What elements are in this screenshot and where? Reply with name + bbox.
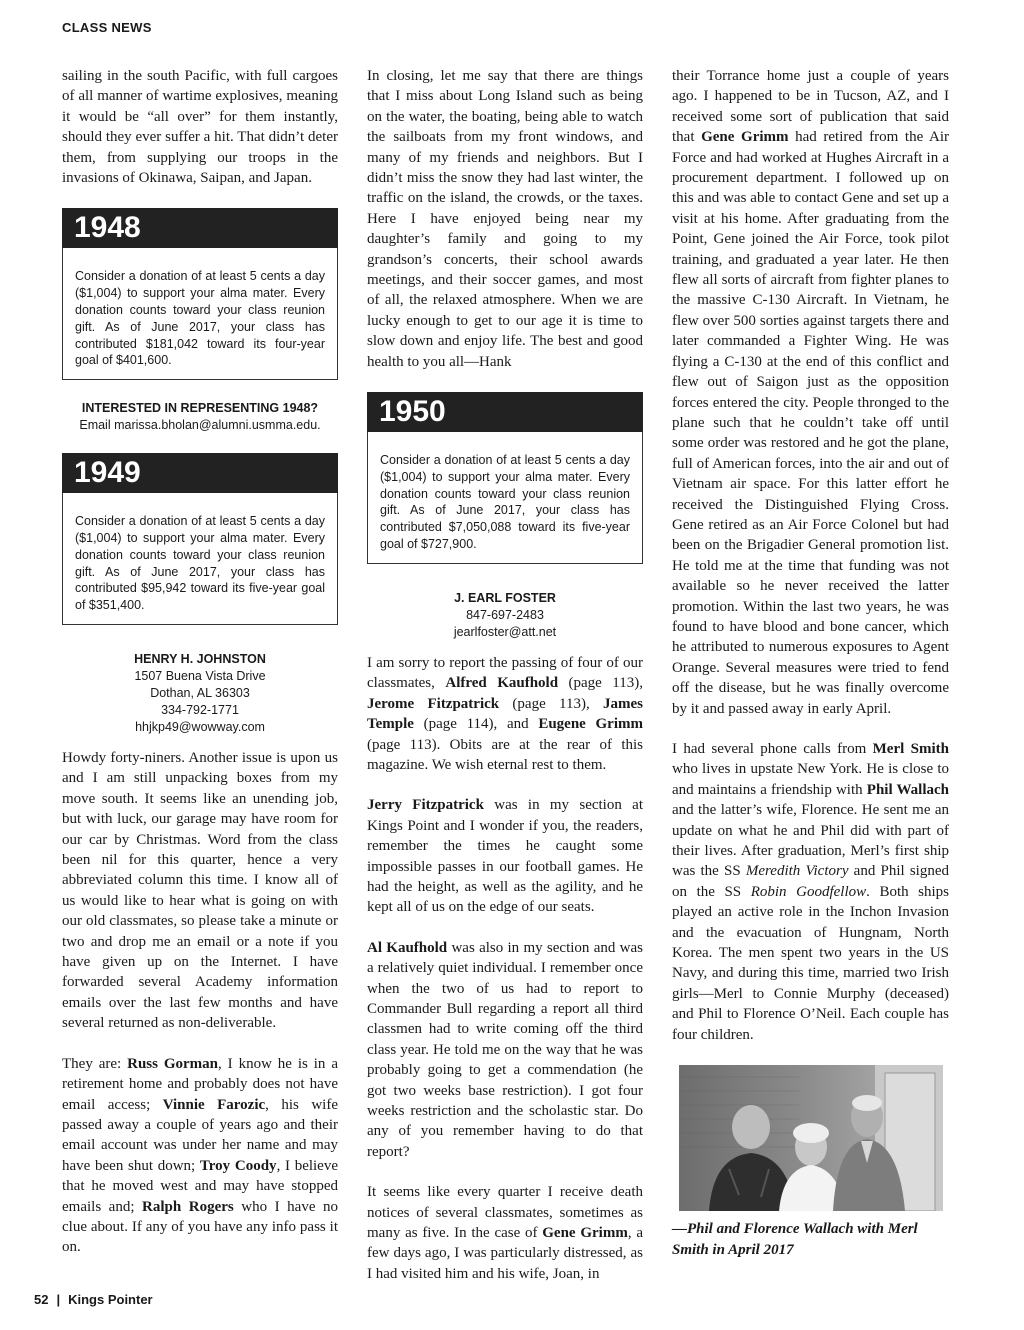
- classmate-name: Gene Grimm: [701, 129, 789, 146]
- classmate-name: Al Kaufhold: [367, 939, 448, 956]
- classmate-name: James Temple: [367, 695, 644, 733]
- contact-email[interactable]: hhjkp49@wowway.com: [135, 720, 265, 734]
- publication-name: Kings Pointer: [68, 1292, 153, 1307]
- wallach-smith-photo: [679, 1065, 943, 1211]
- column-1: [62, 66, 338, 1278]
- classmate-name: Jerome Fitzpatrick: [367, 695, 500, 712]
- contact-phone: 334-792-1771: [161, 703, 239, 717]
- paragraph-1950-passings: I am sorry to report the passing of four of our classmates, Alfred Kaufhold (page 113), Jerome Fitzpatrick (page 113), James Temple (page 114), and Eugene Grimm (page 113). Obits are at the rear of this magazine. We wish eternal rest to them.: [367, 654, 644, 773]
- classmate-name: Ralph Rogers: [142, 1198, 234, 1215]
- contact-phone: 847-697-2483: [466, 607, 544, 622]
- photo-caption: —Phil and Florence Wallach with Merl Smith in April 2017: [672, 1221, 918, 1258]
- paragraph-kaufhold: Al Kaufhold was also in my section and was a relatively quiet individual. I remember once when the two of us had to report to Commander Bull regarding a report all third classmen had to write coming off the third class year. He told me on the way that he was probably going to get a commendation (he got two weeks base restriction). I got four weeks restriction and the scholastic star. Do any of you remember having to do that report?: [367, 939, 643, 1160]
- classmate-name: Troy Coody: [199, 1157, 277, 1174]
- contact-address-line2: Dothan, AL 36303: [150, 686, 250, 700]
- paragraph-smith-wallach: I had several phone calls from Merl Smith who lives in upstate New York. He is close to and maintains a friendship with Phil Wallach and the latter’s wife, Florence. He sent me an update on what he and Phil did with part of their lives. After graduation, Merl’s first ship was the SS Meredith Victory and Phil signed on the SS Robin Goodfellow. Both ships played an active role in the Inchon Invasion and the evacuation of Hungnam, North Korea. The men spent two years in the US Navy, and during this time, married two Irish girls—Merl to Connie Murphy (deceased) and Phil to Florence O’Neil. Each couple has four children.: [672, 741, 950, 1043]
- classmate-name: Jerry Fitzpatrick: [367, 797, 484, 814]
- classmate-name: Phil Wallach: [866, 781, 949, 798]
- footer-separator: |: [56, 1292, 61, 1307]
- paragraph-fitzpatrick: Jerry Fitzpatrick was in my section at Kings Point and I wonder if you, the readers, remember the times he caught some impossible passes in our football games. He had the height, as well as the agility, and he kept all of us on the edge of our seats.: [367, 797, 643, 916]
- donation-box-1949: Consider a donation of at least 5 cents a day ($1,004) to support your alma mater. Every donation counts toward your class reunion gift. As of June 2017, your class has contributed $95,942 toward its five-year goal of $351,400.: [62, 493, 338, 625]
- class-1950-block: [367, 392, 643, 1284]
- class-1948-block: [62, 208, 338, 433]
- page-number: 52: [34, 1292, 49, 1307]
- classmate-name: Gene Grimm: [542, 1225, 628, 1242]
- page-footer: [34, 1292, 153, 1307]
- class-1949-block: [62, 453, 338, 1258]
- year-header-1949: 1949: [62, 453, 338, 493]
- representative-question: INTERESTED IN REPRESENTING 1948?: [81, 401, 319, 416]
- intro-paragraph: sailing in the south Pacific, with full cargoes of all manner of wartime explosives, meaning it would be “all over” for them instantly, should they ever suffer a hit. That didn’t deter them, from supplying our troops in the invasions of Okinawa, Saipan, and Japan.: [62, 68, 338, 187]
- contact-block-1949: [62, 651, 338, 736]
- contact-name: HENRY H. JOHNSTON: [134, 652, 266, 666]
- classmate-name: Vinnie Farozic: [162, 1096, 266, 1113]
- paragraph-1949-classmates: They are: Russ Gorman, I know he is in a retirement home and probably does not have email access; Vinnie Farozic, his wife passed away a couple of years ago and their email account was under her name and may have been shut down; Troy Coody, I believe that he moved west and may have stopped emails and; Ralph Rogers who I have no clue about. If any of you have any info pass it on.: [62, 1055, 339, 1256]
- contact-block-1950: [367, 590, 643, 641]
- contact-email[interactable]: jearlfoster@att.net: [453, 624, 557, 639]
- paragraph-grimm-bio: their Torrance home just a couple of years ago. I happened to be in Tucson, AZ, and I received some sort of publication that said that Gene Grimm had retired from the Air Force and had worked at Hughes Aircraft in a procurement department. I followed up on this and was able to contact Gene and set up a visit at his home. After graduating from the Point, Gene joined the Air Force, took pilot training, and graduated a year later. He then flew all sorts of aircraft from fighter planes to the massive C-130 Aircraft. In Vietnam, he flew over 500 sorties against targets there and later commanded a Fighter Wing. He was flying a C-130 at the end of this conflict and flew out of Saigon just as the opposition forces entered the city. People thronged to the plane such that he couldn’t take off until some order was restored and he got the plane, full of American forces, into the air and out of Vietnam air space. For this latter effort he received the Distinguished Flying Cross. Gene retired as an Air Force Colonel but had been on the Brigadier General promotion list. He told me at the time that funding was not available so he never received the latter promotion. Within the last two years, he was found to have blood and bone cancer, which he attributed to numerous exposures to Agent Orange. Several measures were tried to fend off the disease, but he was finally overcome by it and passed away in early April.: [672, 68, 950, 717]
- donation-box-1948: Consider a donation of at least 5 cents a day ($1,004) to support your alma mater. Every donation counts toward your class reunion gift. As of June 2017, your class has contributed $181,042 toward its four-year goal of $401,600.: [62, 248, 338, 380]
- column-2: [367, 66, 643, 1304]
- representative-callout: [62, 400, 338, 433]
- classmate-name: Eugene Grimm: [538, 716, 643, 733]
- year-header-1948: 1948: [62, 208, 338, 248]
- classmate-name: Alfred Kaufhold: [445, 675, 559, 692]
- closing-paragraph: In closing, let me say that there are things that I miss about Long Island such as being on the water, the boating, being able to watch the sailboats from my front windows, and many of my friends and neighbors. But I didn’t miss the snow they had last winter, the traffic on the island, the crowds, or the taxes. Here I have enjoyed being near my daughter’s family and going to my grandson’s concerts, their school awards meetings, and their soccer games, and most of all, the relaxed atmosphere. When we are lucky enough to get to our age it is time to slow down and enjoy life. The best and good health to you all—Hank: [367, 68, 643, 370]
- classmate-name: Russ Gorman: [127, 1055, 219, 1072]
- ship-name: Robin Goodfellow: [750, 883, 867, 900]
- contact-address-line1: 1507 Buena Vista Drive: [134, 669, 266, 683]
- paragraph-grimm-intro: It seems like every quarter I receive death notices of several classmates, sometimes as many as five. In the case of Gene Grimm, a few days ago, I was particularly distressed, as I had visited him and his wife, Joan, in: [367, 1184, 643, 1282]
- classmate-name: Merl Smith: [872, 741, 949, 757]
- year-header-1950: 1950: [367, 392, 643, 432]
- donation-box-1950: Consider a donation of at least 5 cents a day ($1,004) to support your alma mater. Every donation counts toward your class reunion gift. As of June 2017, your class has contributed $7,050,088 toward its five-year goal of $727,900.: [367, 432, 643, 564]
- section-label: CLASS NEWS: [62, 20, 152, 35]
- contact-name: J. EARL FOSTER: [454, 590, 556, 605]
- paragraph-1949-intro: Howdy forty-niners. Another issue is upon us and I am still unpacking boxes from my move south. It seems like an unending job, but with luck, our garage may have room for our car by Christmas. Word from the class been nil for this quarter, hence a very abbreviated column this time. I know all of us would like to hear what is going on with our old classmates, so please take a minute or two and drop me an email or a note if you have given up on the Internet. I have forwarded several Academy information emails over the last few months and have several returned as non-deliverable.: [62, 750, 338, 1032]
- ship-name: Meredith Victory: [745, 863, 849, 880]
- representative-email[interactable]: Email marissa.bholan@alumni.usmma.edu.: [79, 417, 321, 432]
- column-3: [672, 66, 949, 1260]
